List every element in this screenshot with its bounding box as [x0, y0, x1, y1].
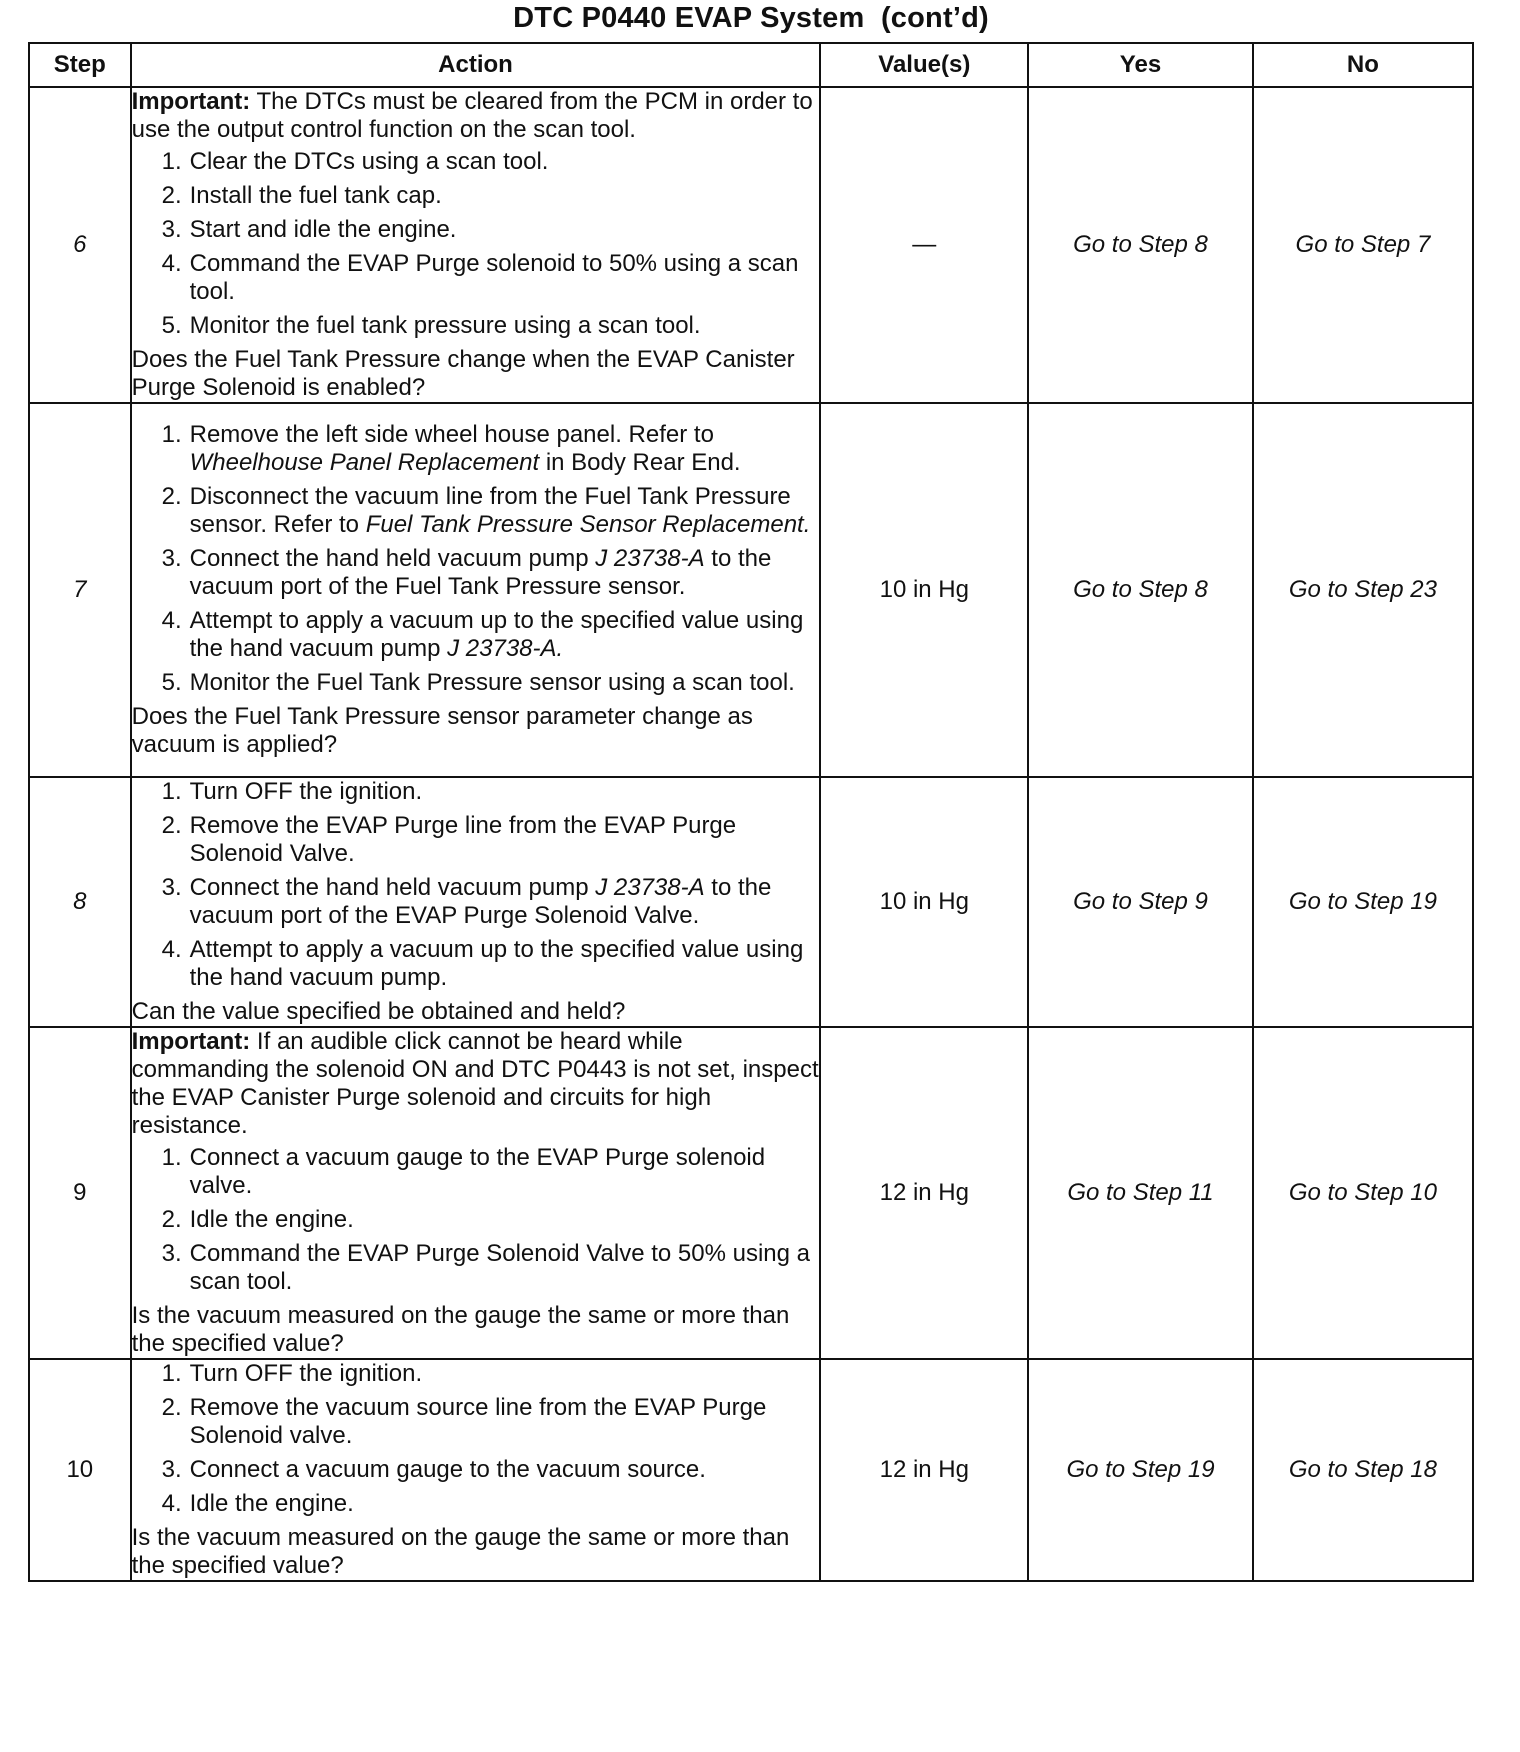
item-text: [190, 874, 820, 930]
item-number: 1.: [161, 1144, 182, 1171]
item-text: Command the EVAP Purge Solenoid Valve to 50% using a scan tool.: [189, 1240, 810, 1295]
item-reference: Fuel Tank Pressure Sensor Replacement.: [365, 511, 811, 538]
important-label: Important:: [131, 88, 251, 115]
table-row: [29, 1359, 1473, 1581]
value-cell: 12 in Hg: [820, 1027, 1028, 1359]
header-values: Value(s): [820, 43, 1028, 87]
item-text: [190, 669, 820, 697]
item-number: 3.: [161, 216, 182, 243]
no-cell: Go to Step 18: [1253, 1359, 1473, 1581]
important-text: If an audible click cannot be heard while commanding the solenoid ON and DTC P0443 is not set, inspect the EVAP Canister Purge solenoid and circuits for high resistance.: [131, 1028, 819, 1139]
item-number: 4.: [161, 936, 182, 963]
list-item: [132, 812, 820, 868]
step-number: 6: [29, 87, 131, 403]
item-text: [190, 812, 820, 868]
no-cell: Go to Step 10: [1253, 1027, 1473, 1359]
item-reference: J 23738-A: [595, 545, 705, 572]
important-note: [132, 88, 820, 144]
item-number: 3.: [161, 874, 182, 901]
step-number: 8: [29, 777, 131, 1027]
header-row: [29, 43, 1473, 87]
item-text-part: Attempt to apply a vacuum up to the specified value using the hand vacuum pump.: [189, 936, 804, 991]
value-cell: 12 in Hg: [820, 1359, 1028, 1581]
item-number: 1.: [161, 421, 182, 448]
item-text: Remove the vacuum source line from the EVAP Purge Solenoid valve.: [189, 1394, 767, 1449]
item-text: Start and idle the engine.: [189, 216, 457, 243]
question: Does the Fuel Tank Pressure sensor parameter change as vacuum is applied?: [131, 703, 753, 758]
list-item: [132, 1360, 820, 1388]
item-text: [190, 778, 820, 806]
table-row: [29, 1027, 1473, 1359]
item-number: 5.: [161, 669, 182, 696]
yes-cell: Go to Step 8: [1028, 403, 1253, 777]
action-cell: [131, 1359, 821, 1581]
item-number: 1.: [161, 1360, 182, 1387]
steps-list: [132, 778, 820, 992]
item-number: 2.: [161, 483, 182, 510]
item-number: 4.: [161, 250, 182, 277]
item-text: Connect a vacuum gauge to the EVAP Purge solenoid valve.: [189, 1144, 766, 1199]
item-text: [190, 483, 820, 539]
list-item: [132, 182, 820, 210]
action-cell: [131, 87, 821, 403]
important-note: [132, 1028, 820, 1140]
item-number: 2.: [161, 812, 182, 839]
item-text-part: Monitor the Fuel Tank Pressure sensor using a scan tool.: [189, 669, 795, 696]
list-item: [132, 148, 820, 176]
list-item: [132, 250, 820, 306]
table-row: [29, 87, 1473, 403]
table-row: [29, 403, 1473, 777]
item-number: 2.: [161, 182, 182, 209]
list-item: [132, 936, 820, 992]
item-text: Idle the engine.: [189, 1490, 354, 1517]
list-item: [132, 1240, 820, 1296]
item-number: 3.: [161, 545, 182, 572]
list-item: [132, 216, 820, 244]
item-number: 1.: [161, 778, 182, 805]
list-item: [132, 545, 820, 601]
steps-list: [132, 1144, 820, 1296]
yes-cell: Go to Step 9: [1028, 777, 1253, 1027]
item-text-part: Remove the left side wheel house panel. Refer to: [189, 421, 714, 448]
list-item: [132, 1144, 820, 1200]
item-number: 3.: [161, 1456, 182, 1483]
action-cell: [131, 403, 821, 777]
item-text: Monitor the fuel tank pressure using a scan tool.: [189, 312, 701, 339]
item-text: [190, 936, 820, 992]
steps-list: [132, 1360, 820, 1518]
item-text: Clear the DTCs using a scan tool.: [189, 148, 549, 175]
item-reference: J 23738-A: [595, 874, 705, 901]
important-text: The DTCs must be cleared from the PCM in order to use the output control function on the scan tool.: [131, 88, 813, 143]
item-text: Turn OFF the ignition.: [189, 1360, 423, 1387]
item-text-part: to the vacuum port of the EVAP Purge Solenoid Valve.: [189, 874, 772, 929]
header-no: No: [1253, 43, 1473, 87]
no-cell: Go to Step 23: [1253, 403, 1473, 777]
item-text-part: to the vacuum port of the Fuel Tank Pressure sensor.: [189, 545, 772, 600]
item-reference: J 23738-A.: [447, 635, 564, 662]
list-item: [132, 1394, 820, 1450]
item-text-part: Connect the hand held vacuum pump: [189, 874, 596, 901]
item-text-part: Remove the EVAP Purge line from the EVAP Purge Solenoid Valve.: [189, 812, 737, 867]
no-cell: Go to Step 19: [1253, 777, 1473, 1027]
item-number: 4.: [161, 1490, 182, 1517]
important-label: Important:: [131, 1028, 251, 1055]
table-row: [29, 777, 1473, 1027]
action-cell: [131, 777, 821, 1027]
list-item: [132, 1456, 820, 1484]
list-item: [132, 483, 820, 539]
step-number: 9: [29, 1027, 131, 1359]
list-item: [132, 669, 820, 697]
list-item: [132, 778, 820, 806]
yes-cell: Go to Step 11: [1028, 1027, 1253, 1359]
list-item: [132, 874, 820, 930]
page-title: DTC P0440 EVAP System (cont’d): [513, 2, 989, 34]
question: Does the Fuel Tank Pressure change when the EVAP Canister Purge Solenoid is enabled?: [131, 346, 795, 401]
step-number: 7: [29, 403, 131, 777]
yes-cell: Go to Step 19: [1028, 1359, 1253, 1581]
item-text: Idle the engine.: [189, 1206, 354, 1233]
step-number: 10: [29, 1359, 131, 1581]
steps-list: [132, 148, 820, 340]
list-item: [132, 312, 820, 340]
list-item: [132, 1206, 820, 1234]
value-cell: —: [820, 87, 1028, 403]
item-text-part: Connect the hand held vacuum pump: [189, 545, 596, 572]
value-cell: 10 in Hg: [820, 777, 1028, 1027]
value-cell: 10 in Hg: [820, 403, 1028, 777]
list-item: [132, 607, 820, 663]
no-cell: Go to Step 7: [1253, 87, 1473, 403]
item-text: Install the fuel tank cap.: [189, 182, 442, 209]
item-number: 2.: [161, 1206, 182, 1233]
item-number: 2.: [161, 1394, 182, 1421]
item-text: [190, 421, 820, 477]
yes-cell: Go to Step 8: [1028, 87, 1253, 403]
item-number: 3.: [161, 1240, 182, 1267]
header-action: Action: [131, 43, 821, 87]
question: Is the vacuum measured on the gauge the same or more than the specified value?: [131, 1302, 790, 1357]
question: Can the value specified be obtained and held?: [131, 998, 626, 1025]
item-text-part: Turn OFF the ignition.: [189, 778, 423, 805]
item-text: Command the EVAP Purge solenoid to 50% using a scan tool.: [189, 250, 799, 305]
header-yes: Yes: [1028, 43, 1253, 87]
item-text: [190, 545, 820, 601]
list-item: [132, 421, 820, 477]
item-text: Connect a vacuum gauge to the vacuum source.: [189, 1456, 706, 1483]
item-number: 5.: [161, 312, 182, 339]
item-reference: Wheelhouse Panel Replacement: [189, 449, 540, 476]
item-text: [190, 607, 820, 663]
action-cell: [131, 1027, 821, 1359]
item-text-part: Disconnect the vacuum line from the Fuel Tank Pressure sensor. Refer to: [189, 483, 791, 538]
list-item: [132, 1490, 820, 1518]
steps-list: [132, 421, 820, 697]
item-number: 4.: [161, 607, 182, 634]
header-step: Step: [29, 43, 131, 87]
question: Is the vacuum measured on the gauge the same or more than the specified value?: [131, 1524, 790, 1579]
item-text-part: Attempt to apply a vacuum up to the specified value using the hand vacuum pump: [189, 607, 804, 662]
item-text-part: in Body Rear End.: [539, 449, 741, 476]
item-number: 1.: [161, 148, 182, 175]
diagnostic-table: [28, 42, 1474, 1582]
